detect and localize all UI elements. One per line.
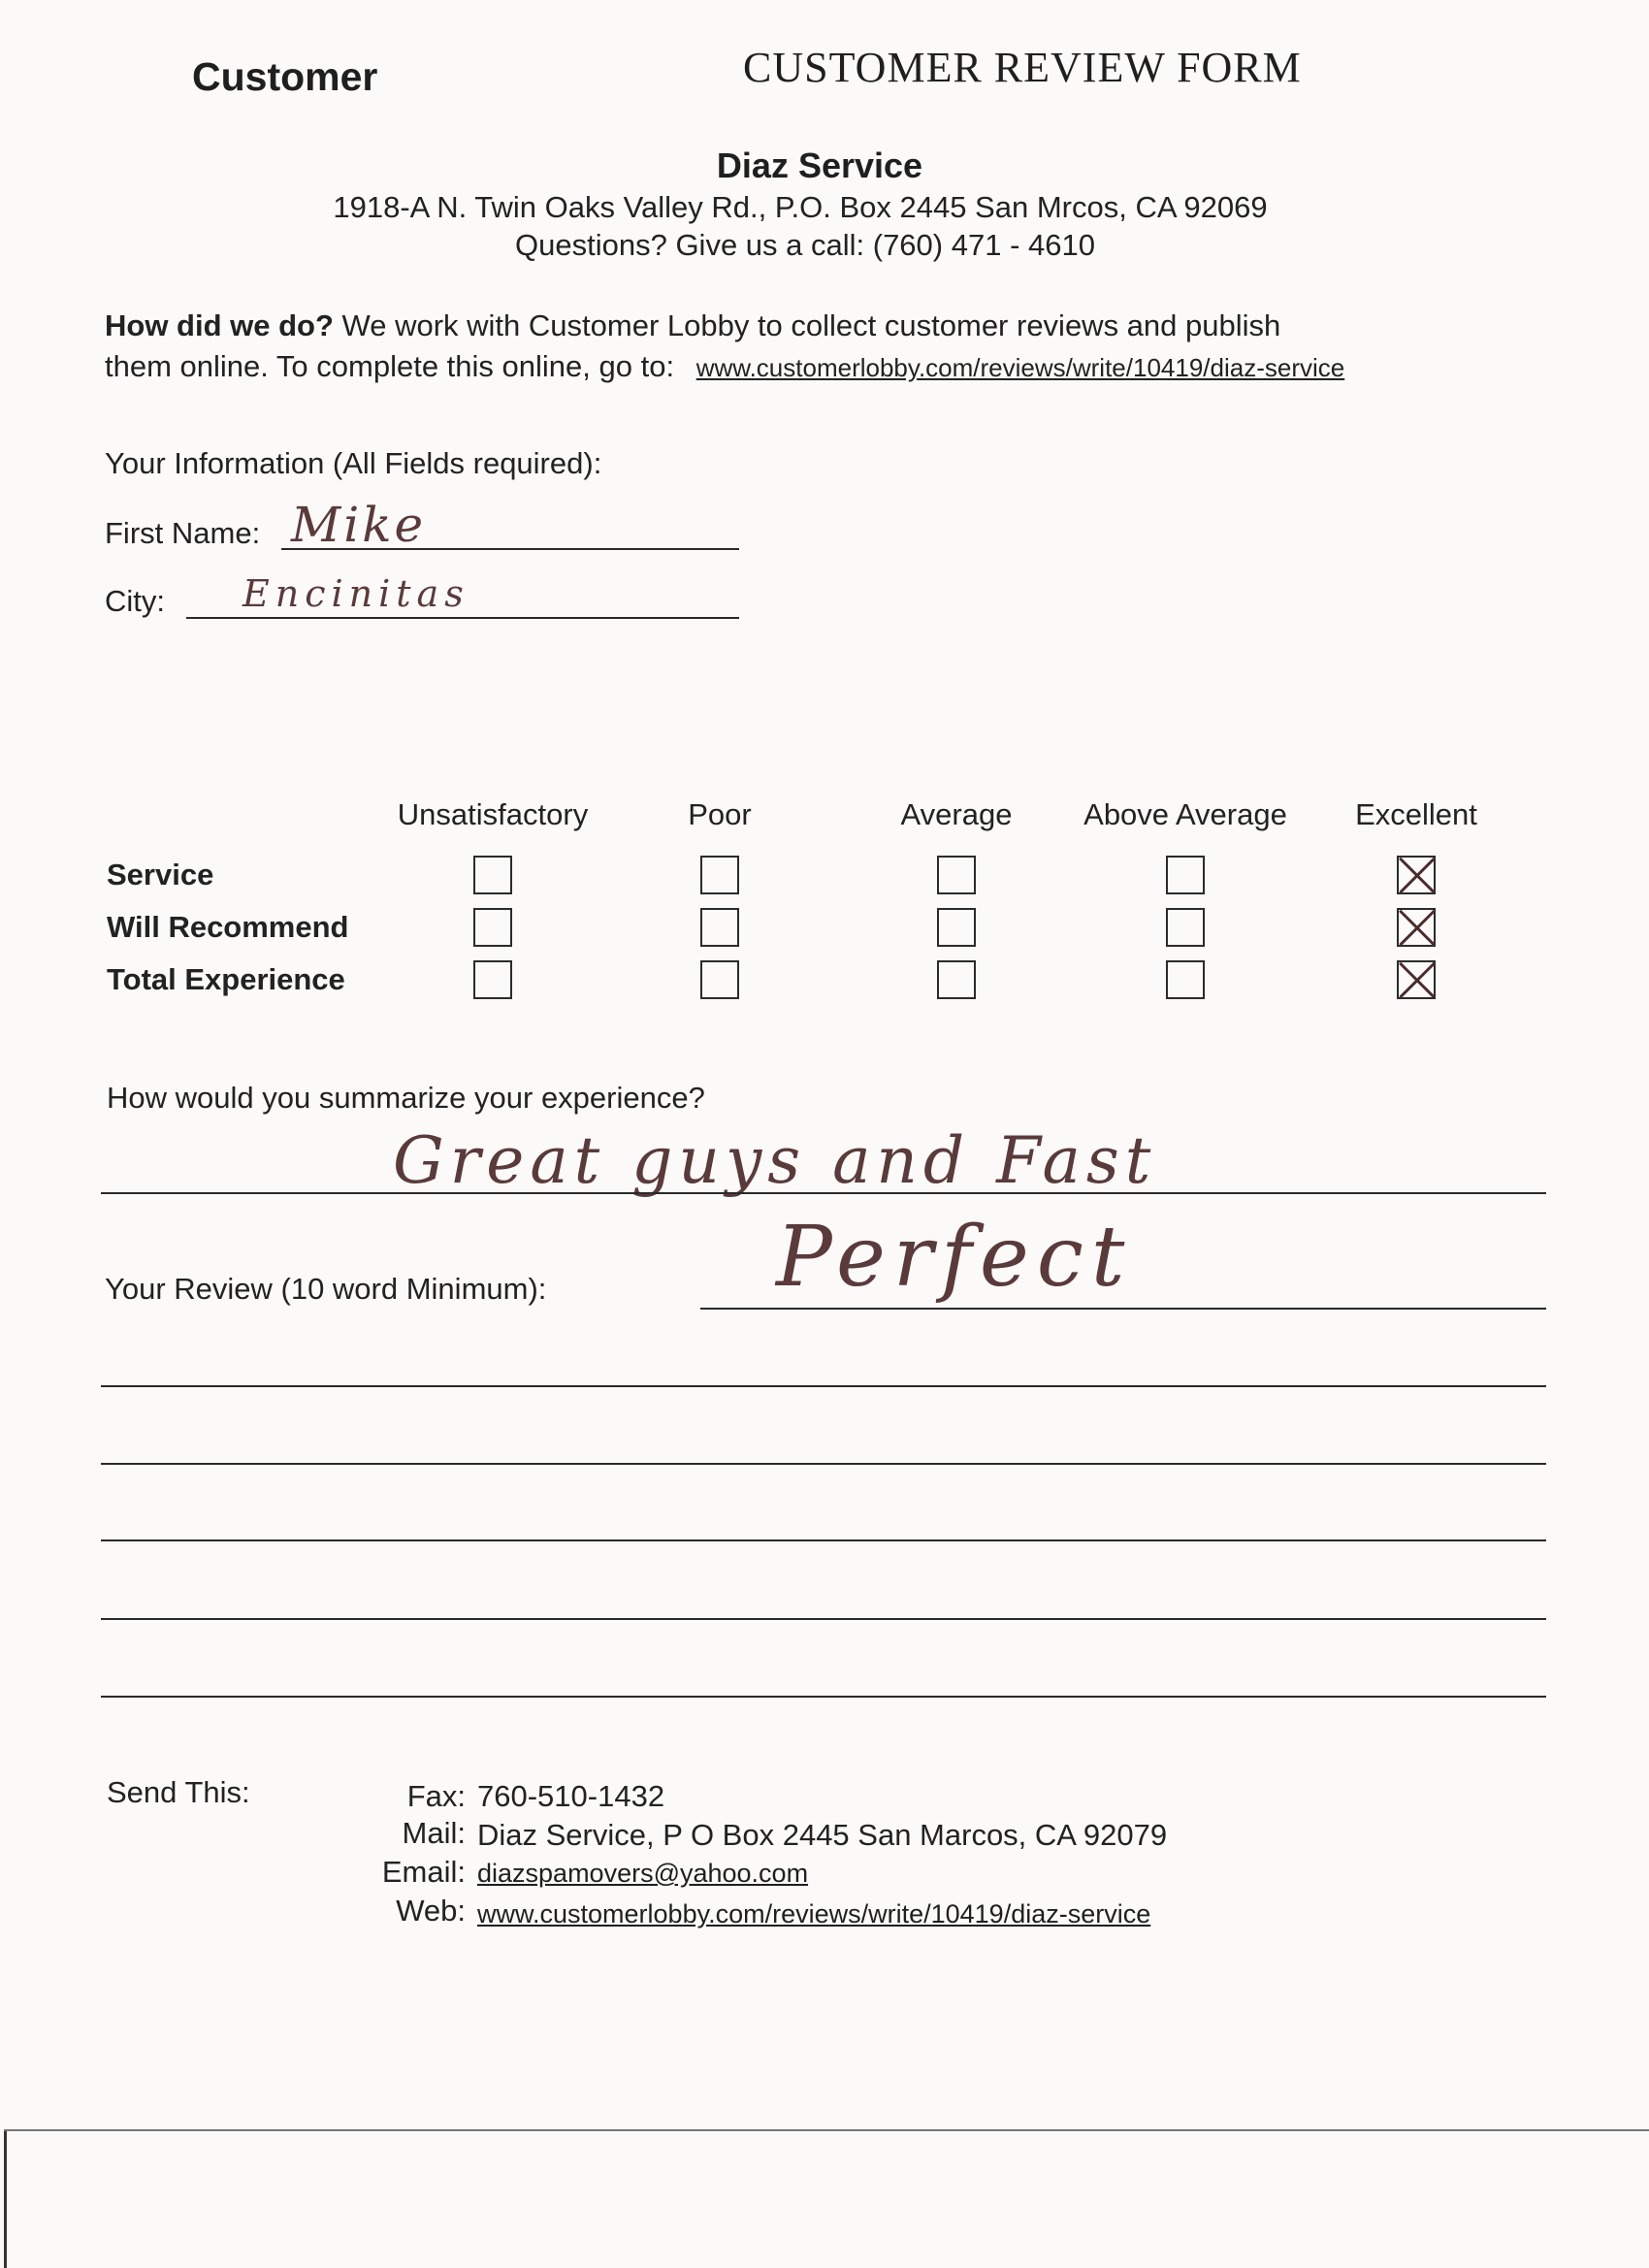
company-phone: Questions? Give us a call: (760) 471 - 4610	[515, 228, 1095, 262]
review-line-6	[101, 1696, 1546, 1698]
intro-line-2	[105, 349, 1344, 384]
review-line-4	[101, 1539, 1546, 1541]
summary-line	[101, 1192, 1546, 1194]
info-heading: Your Information (All Fields required):	[105, 446, 602, 480]
intro-lead: How did we do?	[105, 308, 334, 342]
rating-column-header: Excellent	[1355, 797, 1477, 831]
rating-column-header: Poor	[688, 797, 752, 831]
rating-row-label: Service	[107, 858, 214, 891]
fax-value: 760-510-1432	[477, 1779, 665, 1813]
rating-column-header: Unsatisfactory	[397, 797, 589, 831]
form-title: CUSTOMER REVIEW FORM	[743, 44, 1302, 91]
city-line	[186, 617, 739, 619]
review-answer[interactable]: Perfect	[776, 1209, 1133, 1306]
rating-checkbox[interactable]	[1397, 856, 1436, 894]
city-label: City:	[105, 584, 165, 618]
first-name-label: First Name:	[105, 516, 261, 550]
fax-label: Fax:	[406, 1779, 466, 1813]
mail-label: Mail:	[402, 1816, 466, 1850]
rating-checkbox[interactable]	[700, 960, 739, 999]
intro-text-1: We work with Customer Lobby to collect customer reviews and publish	[333, 308, 1281, 342]
rating-checkbox[interactable]	[937, 908, 976, 947]
rating-checkbox[interactable]	[1397, 960, 1436, 999]
web-link[interactable]: www.customerlobby.com/reviews/write/10419/diaz-service	[477, 1899, 1151, 1928]
summary-question: How would you summarize your experience?	[107, 1081, 705, 1115]
rating-checkbox[interactable]	[700, 856, 739, 894]
rating-row-label: Will Recommend	[107, 910, 349, 944]
rating-checkbox[interactable]	[1166, 908, 1205, 947]
rating-checkbox[interactable]	[1166, 960, 1205, 999]
email-link[interactable]: diazspamovers@yahoo.com	[477, 1859, 809, 1888]
review-line-1	[700, 1308, 1546, 1310]
rating-checkbox[interactable]	[473, 908, 512, 947]
rating-column-header: Above Average	[1083, 797, 1287, 831]
rating-checkbox[interactable]	[700, 908, 739, 947]
rating-checkbox[interactable]	[473, 960, 512, 999]
intro-url-link[interactable]: www.customerlobby.com/reviews/write/10419/diaz-service	[695, 353, 1345, 382]
first-name-value[interactable]: Mike	[291, 497, 427, 553]
summary-answer[interactable]: Great guys and Fast	[393, 1123, 1157, 1198]
send-label: Send This:	[107, 1775, 250, 1809]
city-value[interactable]: Encinitas	[242, 572, 469, 615]
mail-value: Diaz Service, P O Box 2445 San Marcos, CA 92079	[477, 1818, 1168, 1852]
company-name: Diaz Service	[716, 146, 923, 185]
review-line-5	[101, 1618, 1546, 1620]
rating-row-label: Total Experience	[107, 962, 345, 996]
review-line-3	[101, 1463, 1546, 1465]
company-address: 1918-A N. Twin Oaks Valley Rd., P.O. Box 2445 San Mrcos, CA 92069	[333, 190, 1268, 224]
intro-line-1	[105, 308, 1280, 343]
rating-column-header: Average	[900, 797, 1013, 831]
review-line-2	[101, 1385, 1546, 1387]
page-edge-left	[4, 2129, 7, 2268]
page-edge-bottom	[4, 2129, 1649, 2131]
intro-text-2: them online. To complete this online, go to:	[105, 349, 675, 383]
rating-checkbox[interactable]	[937, 960, 976, 999]
rating-checkbox[interactable]	[1397, 908, 1436, 947]
rating-checkbox[interactable]	[473, 856, 512, 894]
email-label: Email:	[381, 1855, 466, 1889]
web-label: Web:	[396, 1894, 466, 1928]
rating-checkbox[interactable]	[937, 856, 976, 894]
rating-checkbox[interactable]	[1166, 856, 1205, 894]
left-title: Customer	[192, 54, 378, 99]
review-label: Your Review (10 word Minimum):	[105, 1272, 547, 1306]
